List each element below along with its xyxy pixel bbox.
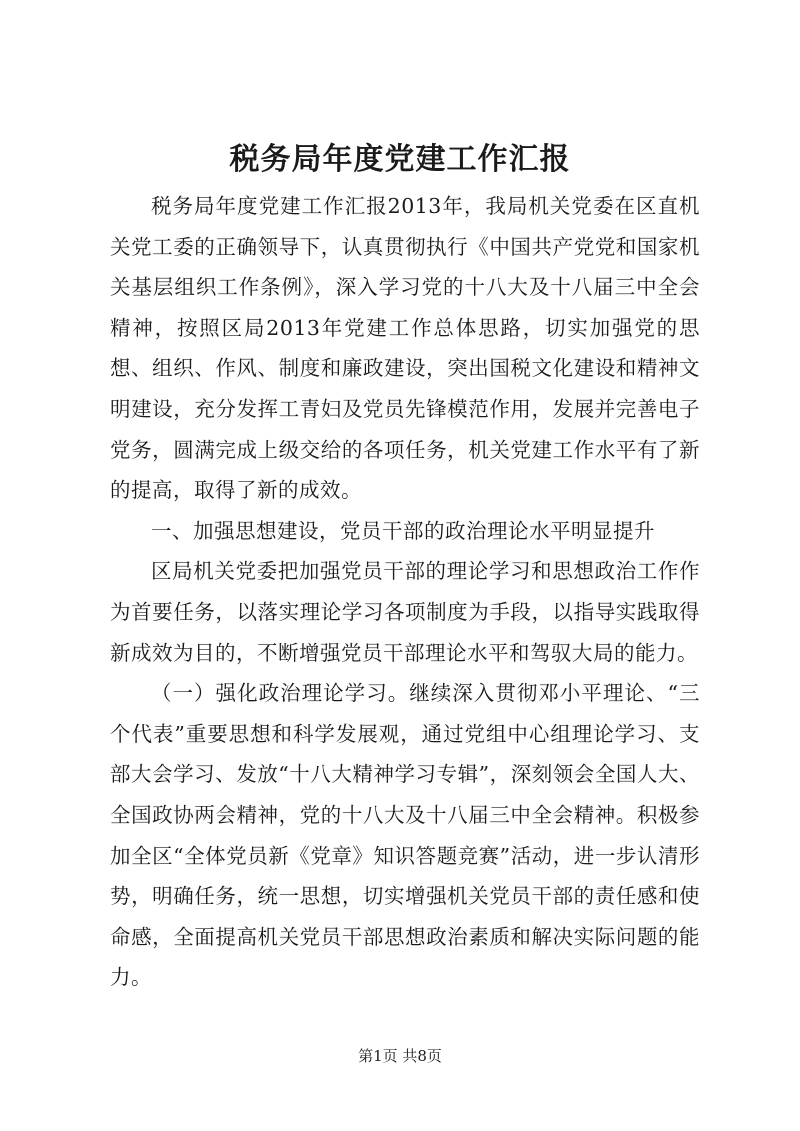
page-footer: 第1页 共8页 [358,1047,442,1065]
paragraph-intro: 税务局年度党建工作汇报2013年，我局机关党委在区直机关党工委的正确领导下，认真贯彻执行《中国共产党党和国家机关基层组织工作条例》，深入学习党的十八大及十八届三中全会精神，按照区局2013年党建工作总体思路，切实加强党的思想、组织、作风、制度和廉政建设，突出国税文化建设和精神文明建设，充分发挥工青妇及党员先锋模范作用，发展并完善电子党务，圆满完成上级交给的各项任务，机关党建工作水平有了新的提高，取得了新的成效。 [110,194,700,503]
paragraph-subsection-1: （一）强化政治理论学习。继续深入贯彻邓小平理论、“三个代表”重要思想和科学发展观，通过党组中心组理论学习、支部大会学习、发放“十八大精神学习专辑”，深刻领会全国人大、全国政协两会精神，党的十八大及十八届三中全会精神。积极参加全区“全体党员新《党章》知识答题竞赛”活动，进一步认清形势，明确任务，统一思想，切实增强机关党员干部的责任感和使命感，全面提高机关党员干部思想政治素质和解决实际问题的能力。 [110,681,700,990]
section-heading-1: 一、加强思想建设，党员干部的政治理论水平明显提升 [151,518,655,543]
paragraph-section-1: 区局机关党委把加强党员干部的理论学习和思想政治工作作为首要任务，以落实理论学习各项制度为手段，以指导实践取得新成效为目的，不断增强党员干部理论水平和驾驭大局的能力。 [110,559,700,665]
document-title: 税务局年度党建工作汇报 [229,142,571,177]
document-body [110,186,700,998]
